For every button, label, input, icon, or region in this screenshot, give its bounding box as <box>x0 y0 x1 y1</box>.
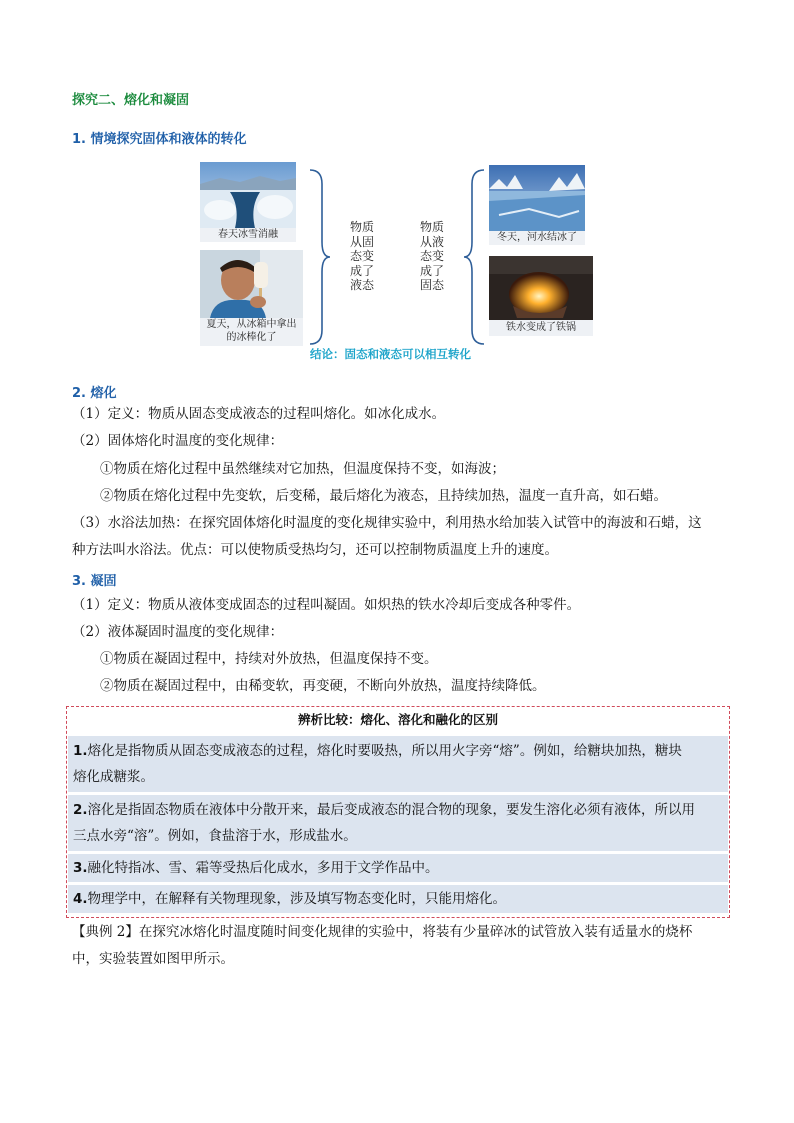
caption-winter: 冬天，河水结冰了 <box>489 231 585 245</box>
photo-winter-river-frozen <box>489 165 585 231</box>
left-brace <box>306 168 332 346</box>
comparison-title: 辨析比较：熔化、溶化和融化的区别 <box>297 712 498 727</box>
comparison-box <box>66 706 730 918</box>
compare-item-4-line-1 <box>73 886 506 912</box>
left-text-5: 液态 <box>350 278 375 292</box>
left-text-2: 从固 <box>350 234 375 249</box>
state-change-illustration <box>0 0 794 370</box>
melting-line-1: （1）定义：物质从固态变成液态的过程叫熔化。如冰化成水。 <box>72 406 446 422</box>
right-brace <box>462 168 488 346</box>
compare-item-3-line-1 <box>73 855 439 881</box>
compare-item-1-num: 1. <box>73 743 88 759</box>
example-tag: 【典例 2】 <box>72 924 139 940</box>
caption-summer <box>200 318 303 346</box>
caption-summer-line1: 夏天，从冰箱中拿出 <box>206 319 297 330</box>
photo-spring-ice-melting <box>200 162 296 228</box>
example-line-1 <box>72 919 692 946</box>
photo-summer-popsicle <box>200 250 303 318</box>
subsection-heading-2: 2. 熔化 <box>72 386 117 401</box>
compare-item-1-line-1 <box>73 738 682 764</box>
example-line-2: 中，实验装置如图甲所示。 <box>72 951 234 967</box>
melting-line-6: 种方法叫水浴法。优点：可以使物质受热均匀，还可以控制物质温度上升的速度。 <box>72 542 558 558</box>
solidify-line-3: ①物质在凝固过程中，持续对外放热，但温度保持不变。 <box>100 651 438 667</box>
melting-line-3: ①物质在熔化过程中虽然继续对它加热，但温度保持不变，如海波； <box>100 461 505 477</box>
melting-line-2: （2）固体熔化时温度的变化规律： <box>72 433 284 449</box>
melting-line-4: ②物质在熔化过程中先变软，后变稀，最后熔化为液态，且持续加热，温度一直升高，如石蜡。 <box>100 488 667 504</box>
compare-item-1-text-1: 熔化是指物质从固态变成液态的过程，熔化时要吸热，所以用火字旁“熔”。例如，给糖块加热，糖块 <box>87 743 682 759</box>
conclusion: 结论：固态和液态可以相互转化 <box>310 347 471 361</box>
solidify-line-4: ②物质在凝固过程中，由稀变软，再变硬，不断向外放热，温度持续降低。 <box>100 678 546 694</box>
right-text-4: 成了 <box>420 263 445 278</box>
photo-molten-iron <box>489 256 593 320</box>
compare-item-2-num: 2. <box>73 802 88 818</box>
caption-summer-line2: 的冰棒化了 <box>226 332 277 343</box>
subsection-heading-1: 1. 情境探究固体和液体的转化 <box>72 132 247 147</box>
right-text-2: 从液 <box>420 234 445 249</box>
example-text-1: 在探究冰熔化时温度随时间变化规律的实验中，将装有少量碎冰的试管放入装有适量水的烧杯 <box>138 924 693 940</box>
right-text-3: 态变 <box>420 249 445 263</box>
right-text-5: 固态 <box>420 278 445 292</box>
left-text-1: 物质 <box>350 220 375 234</box>
compare-item-3-text-1: 融化特指冰、雪、霜等受热后化成水，多用于文学作品中。 <box>87 860 439 876</box>
solid-to-liquid-text <box>350 220 380 293</box>
compare-item-2-line-2: 三点水旁“溶”。例如，食盐溶于水，形成盐水。 <box>73 828 357 844</box>
left-text-4: 成了 <box>350 263 375 278</box>
caption-iron: 铁水变成了铁锅 <box>489 320 593 336</box>
melting-line-5: （3）水浴法加热：在探究固体熔化时温度的变化规律实验中，利用热水给加装入试管中的海波和石蜡，这 <box>72 515 702 531</box>
compare-item-4-text-1: 物理学中，在解释有关物理现象，涉及填写物态变化时，只能用熔化。 <box>87 891 507 907</box>
caption-spring: 春天冰雪消融 <box>200 228 296 242</box>
compare-item-1-line-2: 熔化成糖浆。 <box>73 769 154 785</box>
section-title: 探究二、熔化和凝固 <box>72 93 190 108</box>
compare-item-2-text-1: 溶化是指固态物质在液体中分散开来，最后变成液态的混合物的现象，要发生溶化必须有液体，所以用 <box>87 802 696 818</box>
subsection-heading-3: 3. 凝固 <box>72 574 117 589</box>
compare-item-2-line-1 <box>73 797 695 823</box>
right-text-1: 物质 <box>420 220 445 234</box>
left-text-3: 态变 <box>350 249 375 263</box>
liquid-to-solid-text <box>420 220 450 293</box>
compare-item-4-num: 4. <box>73 891 88 907</box>
solidify-line-1: （1）定义：物质从液体变成固态的过程叫凝固。如炽热的铁水冷却后变成各种零件。 <box>72 597 581 613</box>
compare-item-3-num: 3. <box>73 860 88 876</box>
solidify-line-2: （2）液体凝固时温度的变化规律： <box>72 624 284 640</box>
